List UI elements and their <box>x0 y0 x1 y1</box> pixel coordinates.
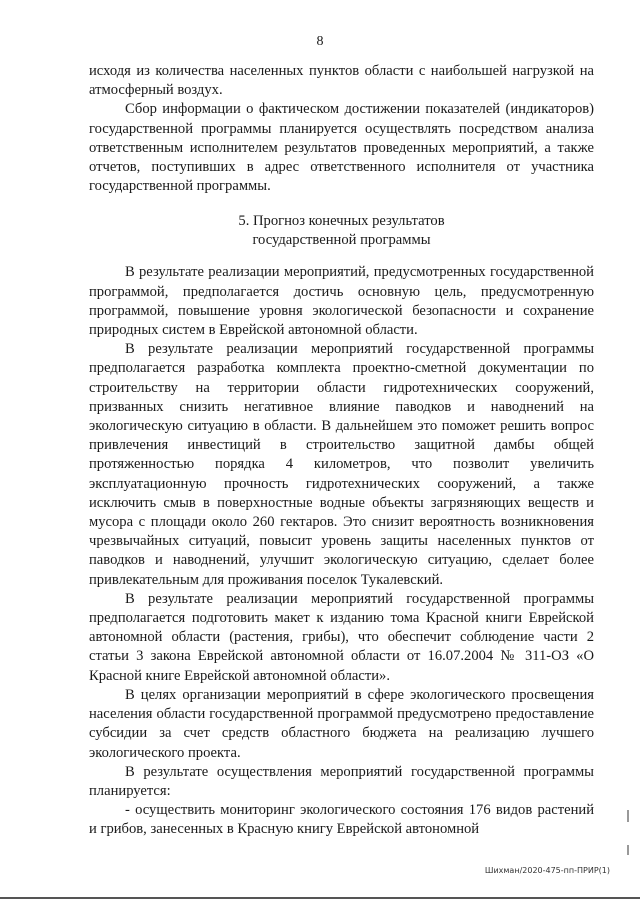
paragraph-monitoring-item: - осуществить мониторинг экологического состояния 176 видов растений и грибов, занесенных в Красную книгу Еврейской автономной <box>89 802 594 838</box>
document-footer-id: Шихман/2020-475-пп-ПРИР(1) <box>484 866 610 875</box>
paragraph-eco-education: В целях организации мероприятий в сфере экологического просвещения населения области государственной программой предусмотрено предоставление субсидии за счет средств областного бюджета на реализацию лучшего экологического проекта. <box>89 686 594 761</box>
paragraph-data-collection: Сбор информации о фактическом достижении показателей (индикаторов) государственной программы планируется осуществлять посредством анализа ответственным исполнителем результатов проведенных мероприятий, а также отчетов, поступивших в адрес ответственного исполнителя от участника государственной программы. <box>89 101 594 195</box>
paragraph-main-goal: В результате реализации мероприятий, предусмотренных государственной программой, предполагается достичь основную цель, предусмотренную программой, повышение уровня экологической безопасности и сохранение природных систем в Еврейской автономной области. <box>89 264 594 339</box>
scan-margin-mark <box>627 810 629 822</box>
paragraph-hydro-structures: В результате реализации мероприятий государственной программы предполагается разработка комплекта проектно-сметной документации по строительству на территории области гидротехнических сооружений, призванных снизить негативное влияние паводков и наводнений на экологическую ситуацию в области. В дальнейшем это поможет решить вопрос привлечения инвестиций в строительство защитной дамбы общей протяженностью порядка 4 километров, что позволит увеличить эксплуатационную прочность гидротехнических сооружений, а также исключить смыв в поверхностные водные объекты загрязняющих веществ и мусора с площади около 260 гектаров. Это снизит вероятность возникновения чрезвычайных ситуаций, повысит уровень защиты населенных пунктов от паводков и наводнений, улучшит экологическую ситуацию, сделает более привлекательным для проживания поселок Тукалевский. <box>89 341 594 588</box>
paragraph-red-book: В результате реализации мероприятий государственной программы предполагается подготовить макет к изданию тома Красной книги Еврейской автономной области (растения, грибы), что обеспечит соблюдение части 2 статьи 3 закона Еврейской автономной области от 16.07.2004 № 311-ОЗ «О Красной книге Еврейской автономной области». <box>89 590 594 684</box>
section-heading-line-1: 5. Прогноз конечных результатов <box>238 213 445 230</box>
section-heading <box>89 212 594 250</box>
paragraph-planned-results: В результате осуществления мероприятий государственной программы планируется: <box>89 763 594 799</box>
scan-bottom-edge <box>0 897 640 899</box>
section-heading-line-2: государственной программы <box>252 232 431 249</box>
page-number: 8 <box>316 34 324 49</box>
document-body <box>89 62 594 840</box>
paragraph-continuation: исходя из количества населенных пунктов области с наибольшей нагрузкой на атмосферный воздух. <box>89 63 594 99</box>
scan-margin-mark <box>627 845 629 855</box>
